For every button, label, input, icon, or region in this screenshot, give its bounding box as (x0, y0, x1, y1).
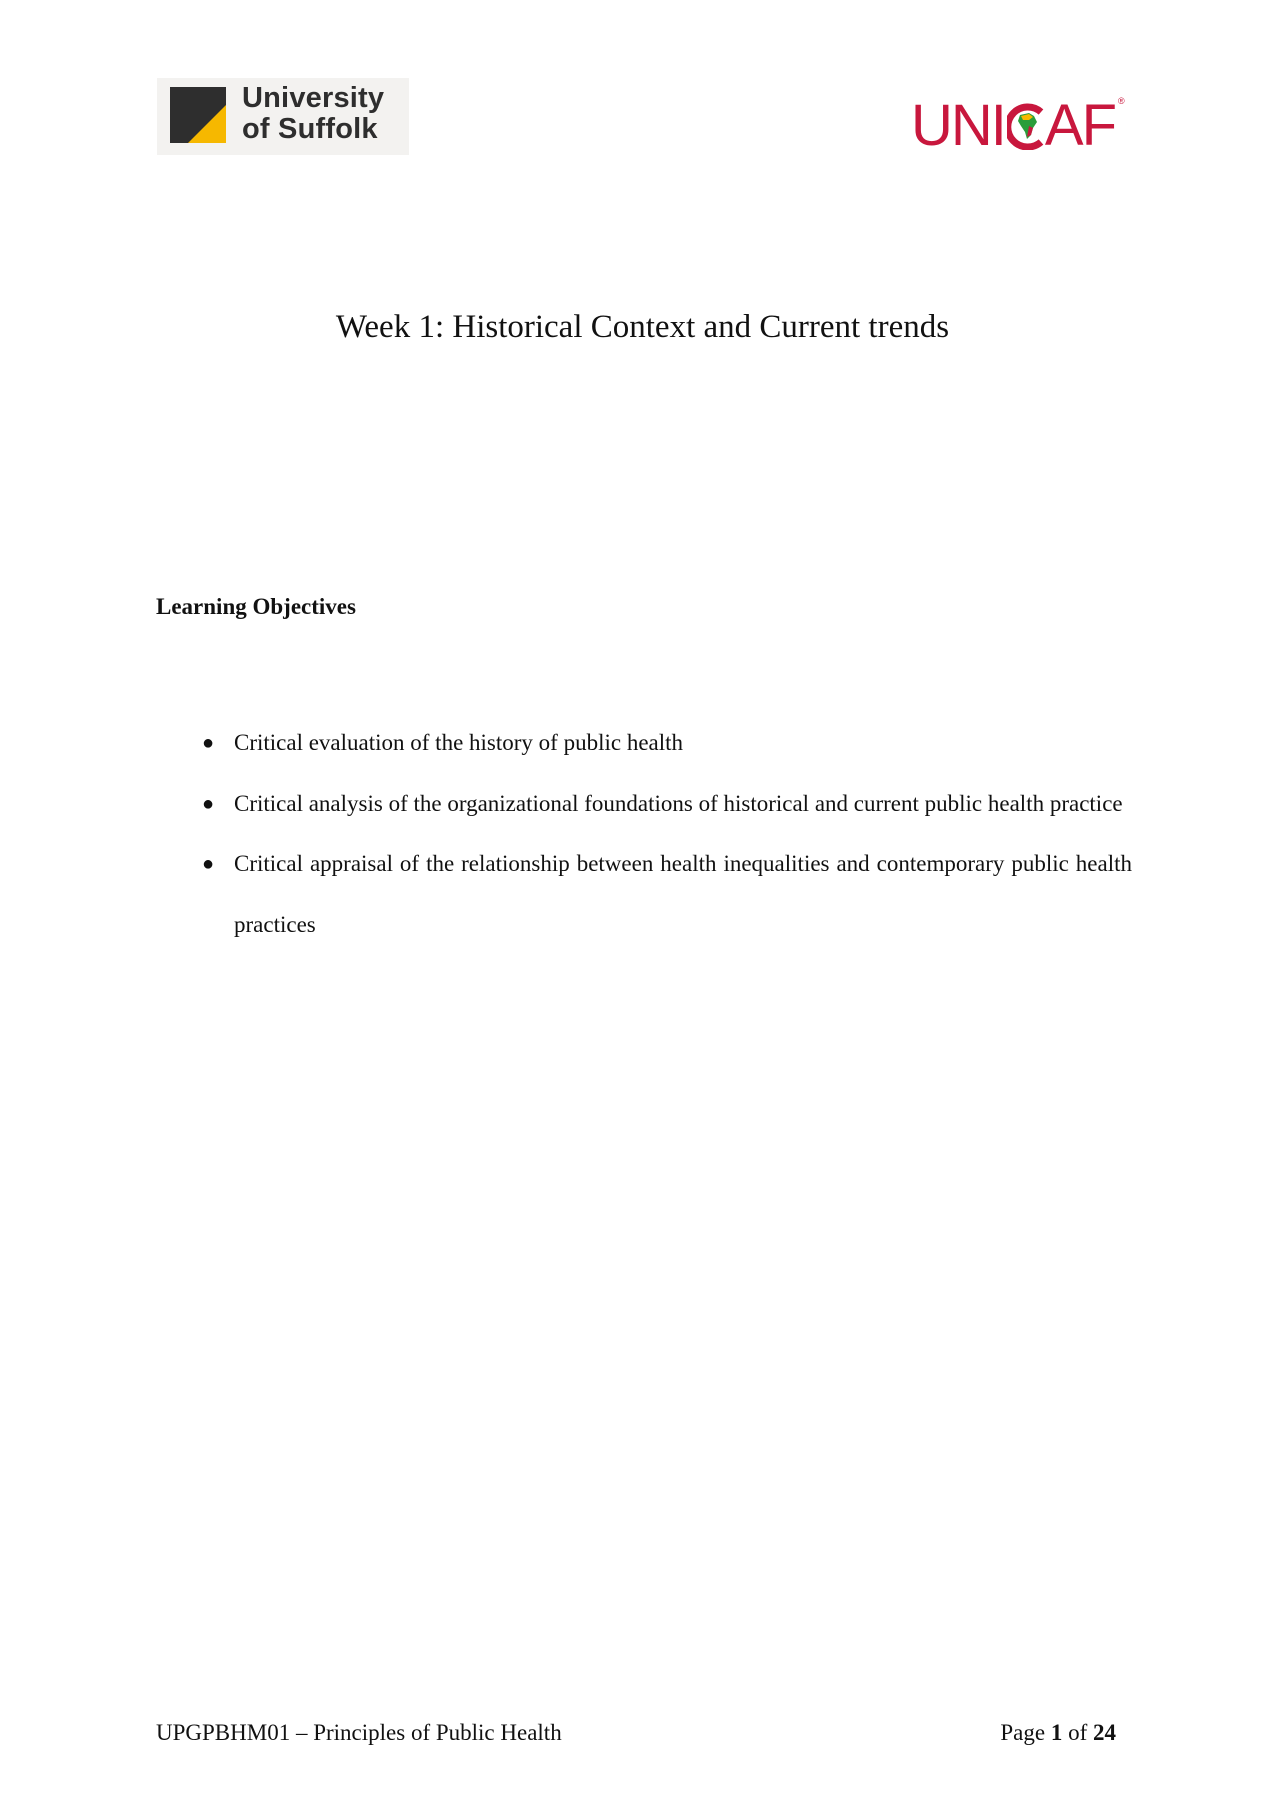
unicaf-logo (911, 93, 1131, 158)
footer-page-number (1000, 1719, 1116, 1747)
unicaf-text-right: AF (1044, 93, 1116, 158)
suffolk-logo-line2: of Suffolk (242, 113, 378, 145)
page-title: Week 1: Historical Context and Current trends (335, 309, 950, 345)
university-of-suffolk-logo (157, 78, 409, 155)
objective-text: Critical appraisal of the relationship between health inequalities and contemporary public health practices (234, 851, 1132, 937)
registered-mark: ® (1118, 96, 1125, 106)
list-item (156, 834, 1132, 955)
footer-course-name: UPGPBHM01 – Principles of Public Health (156, 1720, 562, 1745)
objectives-list (156, 713, 1132, 955)
suffolk-logo-wordmark (242, 83, 384, 145)
suffolk-logo-line1: University (242, 82, 385, 114)
page-of: of (1068, 1720, 1088, 1745)
page-total: 24 (1093, 1720, 1116, 1745)
bullet-icon: ● (202, 792, 215, 815)
section-heading: Learning Objectives (156, 594, 356, 619)
list-item (156, 713, 1132, 774)
objective-text: Critical analysis of the organizational foundations of historical and current public health practice (234, 790, 1123, 816)
bullet-icon: ● (202, 732, 215, 754)
unicaf-text-left: UNI (911, 93, 1005, 158)
suffolk-logo-mark-icon (170, 87, 226, 143)
objective-text: Critical evaluation of the history of public health (234, 730, 684, 755)
page-current: 1 (1050, 1720, 1063, 1745)
page-word: Page (1000, 1720, 1046, 1745)
bullet-icon: ● (202, 853, 215, 875)
list-item (156, 774, 1132, 835)
unicaf-c-africa-icon (1007, 102, 1047, 150)
